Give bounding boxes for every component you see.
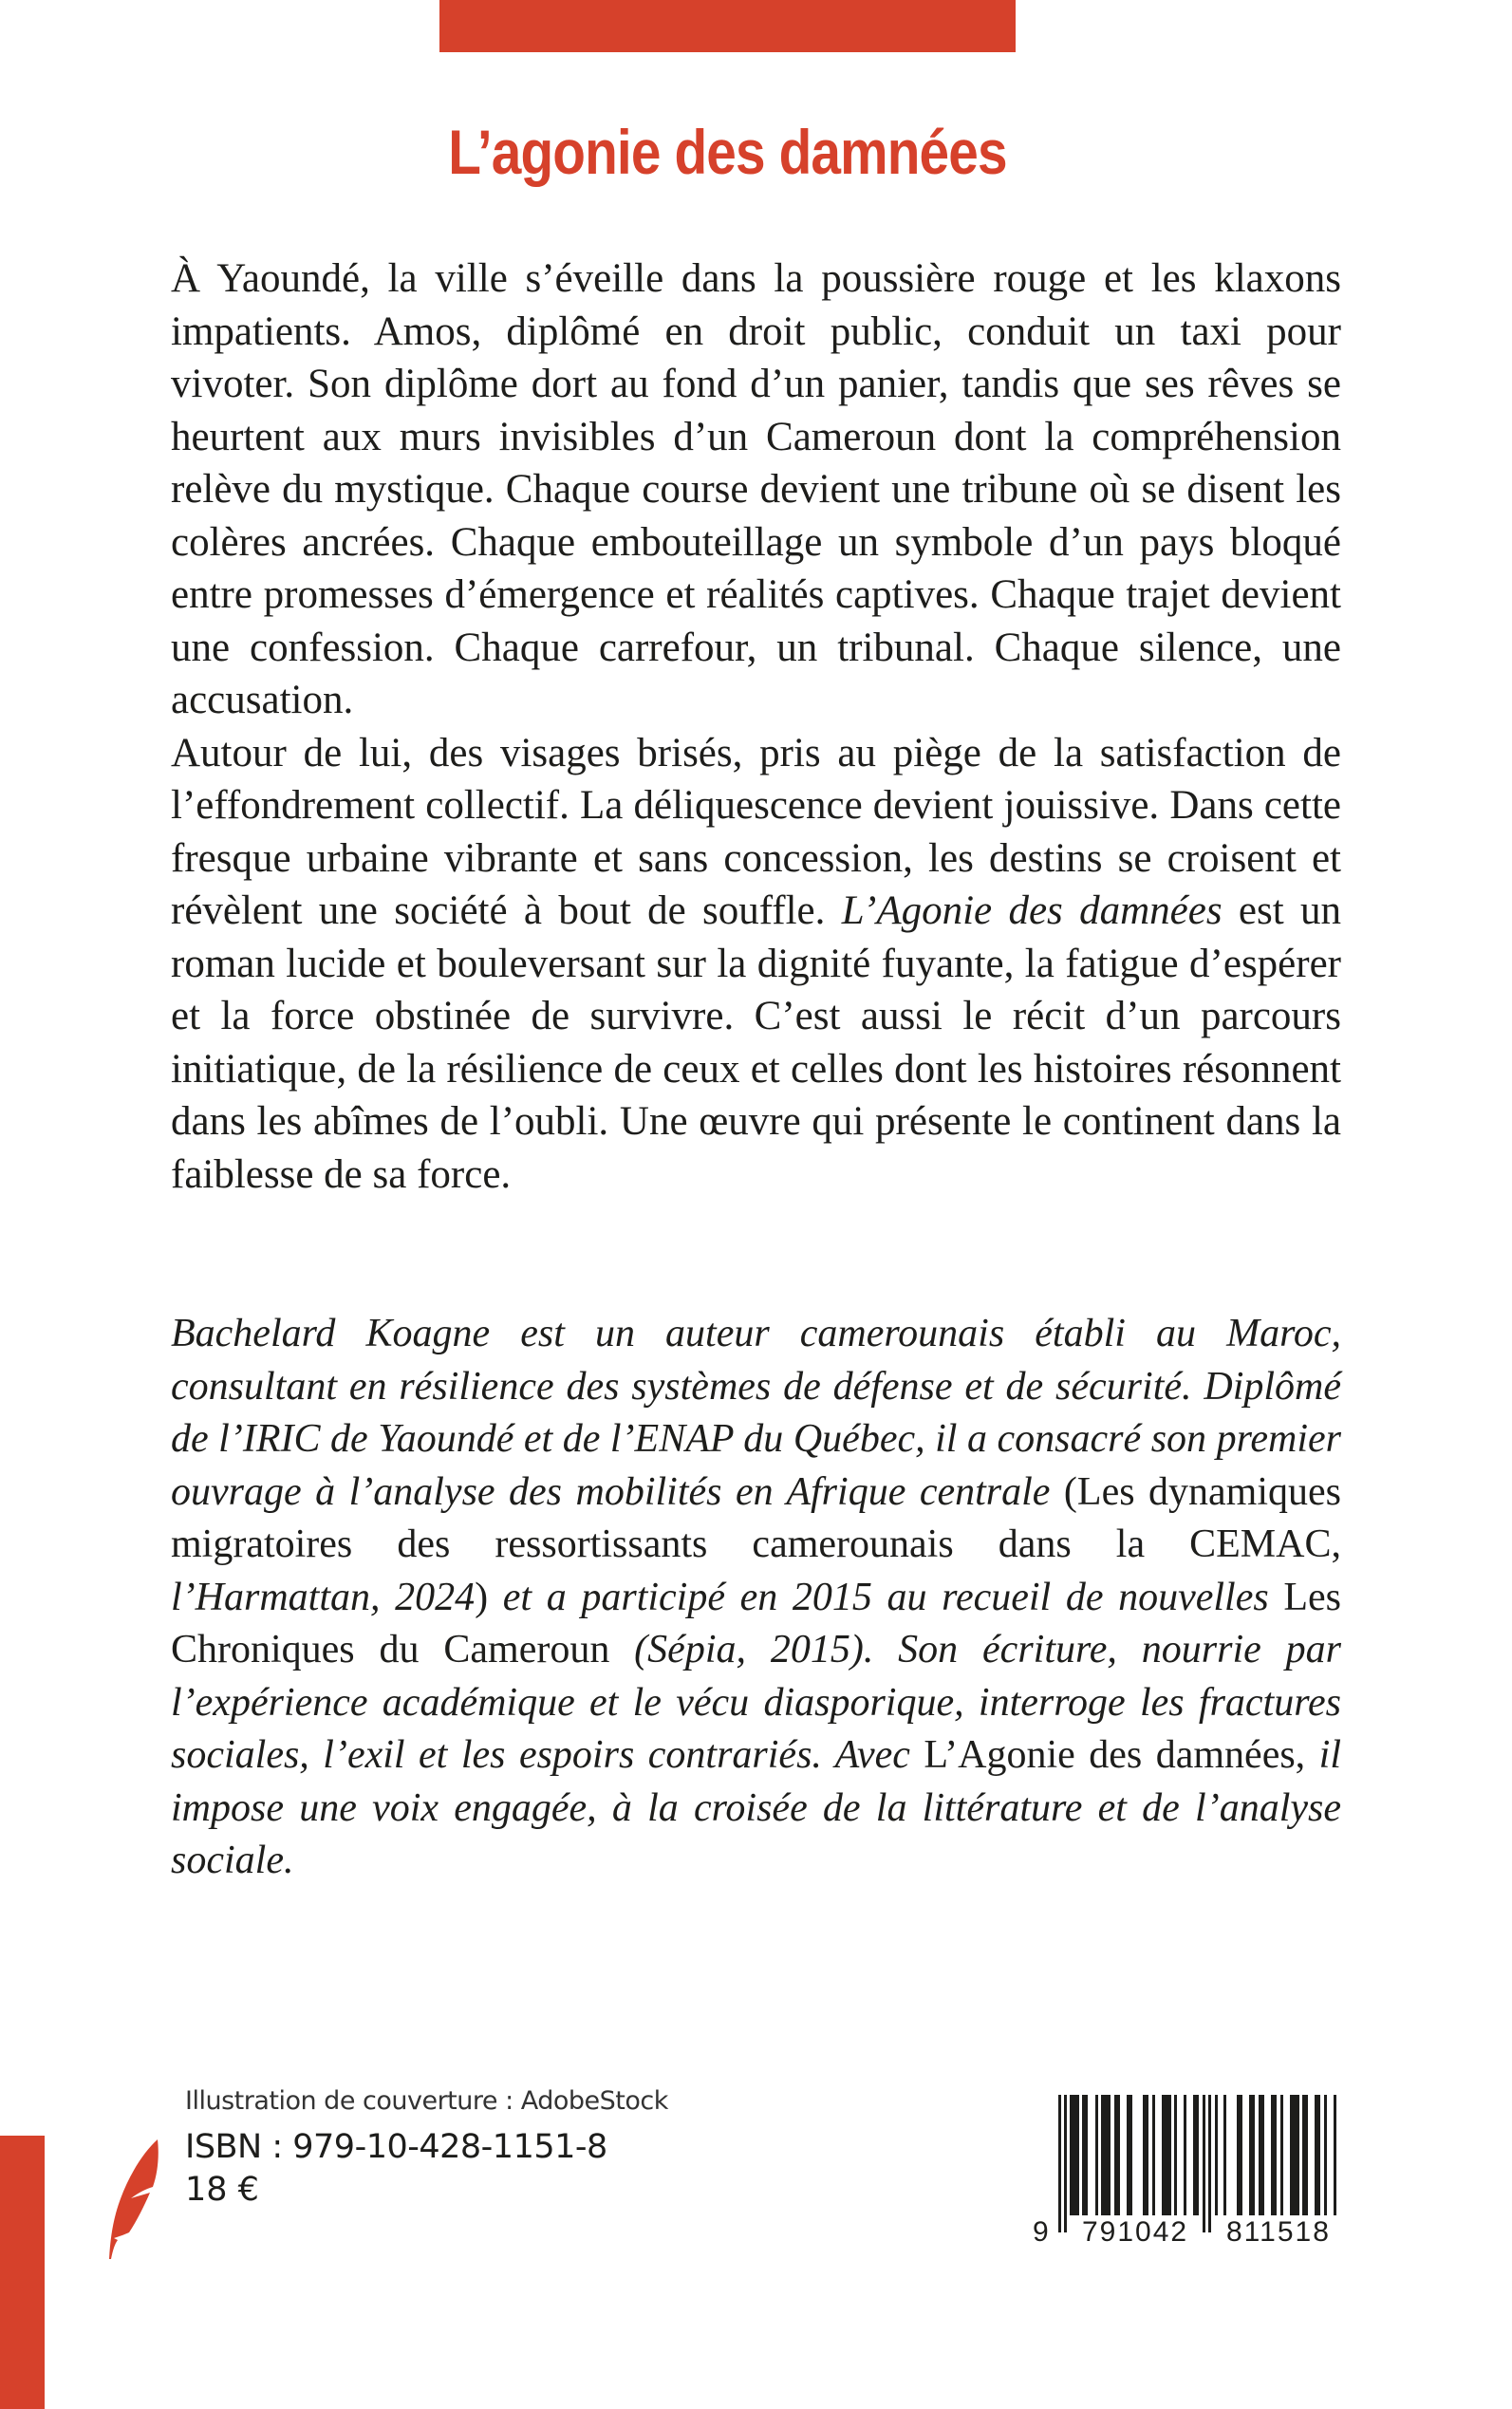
bio-book-title: L’Agonie des damnées, bbox=[924, 1733, 1306, 1777]
barcode-right-group: 811518 bbox=[1226, 2216, 1331, 2248]
left-accent-strip bbox=[0, 2136, 45, 2409]
book-title: L’agonie des damnées bbox=[448, 117, 1007, 187]
bio-text: et a participé en 2015 au recueil de nouvelles bbox=[488, 1575, 1284, 1619]
synopsis-text: Autour de lui, des visages brisés, pris au piège de la satisfaction de l’effondrement collectif. La déliquescence devient jouissive. Dans cette fresque urbaine vibrante et sans concession, les destins se croisent et révèlent une société à bout de souffle. bbox=[171, 730, 1341, 933]
bio-text: Bachelard Koagne est un auteur camerounais établi au Maroc, consultant en résilience des systèmes de défense et de sécurité. Diplômé de l’IRIC de Yaoundé et de l’ENAP du Québec, il a consacré son premier ouvrage à l’analyse des mobilités en Afrique centrale bbox=[171, 1312, 1341, 1514]
barcode-lead-digit: 9 bbox=[1033, 2216, 1049, 2248]
book-title-inline: L’Agonie des damnées bbox=[841, 888, 1223, 933]
synopsis-text: est un roman lucide et bouleversant sur la dignité fuyante, la fatigue d’espérer et la force obstinée de survivre. C’est aussi le récit d’un parcours initiatique, de la résilience de ceux et celles dont les histoires résonnent dans les abîmes de l’oubli. Une œuvre qui présente le continent dans la faiblesse de sa force. bbox=[171, 888, 1341, 1197]
barcode-left-group: 791042 bbox=[1082, 2216, 1189, 2248]
isbn: ISBN : 979-10-428-1151-8 bbox=[185, 2128, 607, 2166]
author-bio-paragraph bbox=[171, 1308, 1341, 1888]
illustration-credit: Illustration de couverture : AdobeStock bbox=[185, 2086, 668, 2116]
bio-publisher: l’Harmattan, 2024 bbox=[171, 1575, 476, 1619]
bio-first-book-title: (Les dynamiques migratoires des ressortissants camerounais dans la CEMAC, bbox=[171, 1469, 1342, 1566]
synopsis bbox=[171, 252, 1341, 1201]
barcode-digits bbox=[1006, 2216, 1348, 2254]
price: 18 € bbox=[185, 2171, 259, 2209]
feather-icon bbox=[103, 2138, 165, 2263]
synopsis-paragraph-2 bbox=[171, 727, 1341, 1202]
synopsis-paragraph-1: À Yaoundé, la ville s’éveille dans la poussière rouge et les klaxons impatients. Amos, diplômé en droit public, conduit un taxi pour vivoter. Son diplôme dort au fond d’un panier, tandis que ses rêves se heurtent aux murs invisibles d’un Cameroun dont la compréhension relève du mystique. Chaque course devient une tribune où se disent les colères ancrées. Chaque embouteillage un symbole d’un pays bloqué entre promesses d’émergence et réalités captives. Chaque trajet devient une confession. Chaque carrefour, un tribunal. Chaque silence, une accusation. bbox=[171, 256, 1341, 722]
credits-block bbox=[185, 2084, 668, 2210]
author-bio bbox=[171, 1308, 1341, 1888]
bio-text: (Sépia, 2015). Son écriture, nourrie par l’expérience académique et le vécu diasporique, interroge les fractures sociales, l’exil et les espoirs contrariés. Avec bbox=[171, 1628, 1341, 1777]
top-accent-bar bbox=[439, 0, 1016, 52]
bio-text: ) bbox=[475, 1575, 489, 1619]
bio-text: il impose une voix engagée, à la croisée de la littérature et de l’analyse sociale. bbox=[171, 1733, 1341, 1882]
bio-anthology-title: Les Chroniques du Cameroun bbox=[171, 1575, 1342, 1671]
